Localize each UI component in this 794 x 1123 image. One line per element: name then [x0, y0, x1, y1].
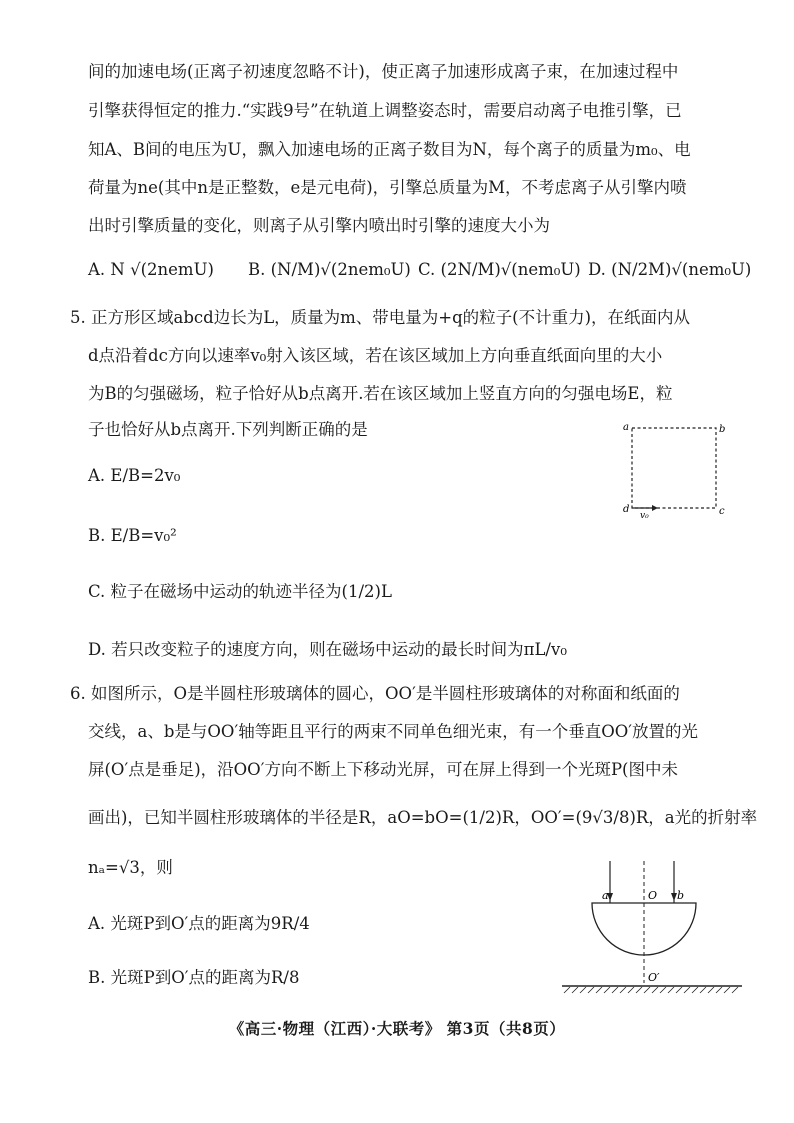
q6-line-4: 画出)，已知半圆柱形玻璃体的半径是R，aO=bO=(1/2)R，OO′=(9√3/8)R，a光的折射率 [88, 808, 758, 827]
q6-option-b[interactable]: B. 光斑P到O′点的距离为R/8 [88, 968, 300, 987]
label-o-prime: O′ [648, 971, 660, 984]
q5-option-c[interactable]: C. 粒子在磁场中运动的轨迹半径为(1/2)L [88, 582, 392, 601]
screen-hatching [564, 987, 738, 993]
q4-option-b[interactable]: B. (N/M)√(2nem₀U) [248, 260, 411, 279]
label-c: c [719, 506, 725, 517]
q6-line-2: 交线，a、b是与OO′轴等距且平行的两束不同单色细光束，有一个垂直OO′放置的光 [88, 722, 699, 741]
label-v0: v₀ [640, 511, 649, 521]
q5-line-2: d点沿着dc方向以速率v₀射入该区域，若在该区域加上方向垂直纸面向里的大小 [88, 346, 663, 365]
q5-option-b[interactable]: B. E/B=v₀² [88, 526, 177, 545]
q4-line-4: 荷量为ne(其中n是正整数，e是元电荷)，引擎总质量为M，不考虑离子从引擎内喷 [88, 178, 687, 197]
q6-line-1: 6. 如图所示，O是半圆柱形玻璃体的圆心，OO′是半圆柱形玻璃体的对称面和纸面的 [70, 684, 680, 703]
q4-line-5: 出时引擎质量的变化，则离子从引擎内喷出时引擎的速度大小为 [88, 216, 550, 235]
q5-line-3: 为B的匀强磁场，粒子恰好从b点离开.若在该区域加上竖直方向的匀强电场E，粒 [88, 384, 673, 403]
q6-option-a[interactable]: A. 光斑P到O′点的距离为9R/4 [88, 914, 310, 933]
q5-option-d[interactable]: D. 若只改变粒子的速度方向，则在磁场中运动的最长时间为πL/v₀ [88, 640, 567, 659]
q5-line-1: 5. 正方形区域abcd边长为L，质量为m、带电量为+q的粒子(不计重力)，在纸面内从 [70, 308, 691, 327]
label-beam-b: b [677, 889, 685, 902]
label-center-o: O [648, 889, 658, 902]
label-b: b [719, 424, 726, 435]
q4-option-a[interactable]: A. N √(2nemU) [88, 260, 214, 279]
q4-line-1: 间的加速电场(正离子初速度忽略不计)，使正离子加速形成离子束，在加速过程中 [88, 62, 679, 81]
page-footer: 《高三·物理（江西）·大联考》 第3页（共8页） [228, 1019, 566, 1038]
q6-line-3: 屏(O′点是垂足)，沿OO′方向不断上下移动光屏，可在屏上得到一个光斑P(图中未 [88, 760, 678, 779]
q6-line-5: nₐ=√3，则 [88, 858, 173, 877]
q4-option-c[interactable]: C. (2N/M)√(nem₀U) [418, 260, 581, 279]
q6-glass-diagram [560, 855, 746, 995]
q5-line-4: 子也恰好从b点离开.下列判断正确的是 [88, 420, 368, 439]
square-boundary [632, 428, 716, 508]
label-beam-a: a [602, 889, 609, 902]
label-a: a [623, 422, 629, 433]
q5-option-a[interactable]: A. E/B=2v₀ [88, 466, 181, 485]
q4-line-2: 引擎获得恒定的推力.“实践9号”在轨道上调整姿态时，需要启动离子电推引擎，已 [88, 101, 682, 120]
q4-option-d[interactable]: D. (N/2M)√(nem₀U) [588, 260, 752, 279]
q4-line-3: 知A、B间的电压为U，飘入加速电场的正离子数目为N，每个离子的质量为m₀、电 [88, 140, 691, 159]
q5-square-diagram [618, 418, 728, 522]
label-d: d [623, 504, 630, 515]
velocity-arrowhead [652, 505, 658, 511]
